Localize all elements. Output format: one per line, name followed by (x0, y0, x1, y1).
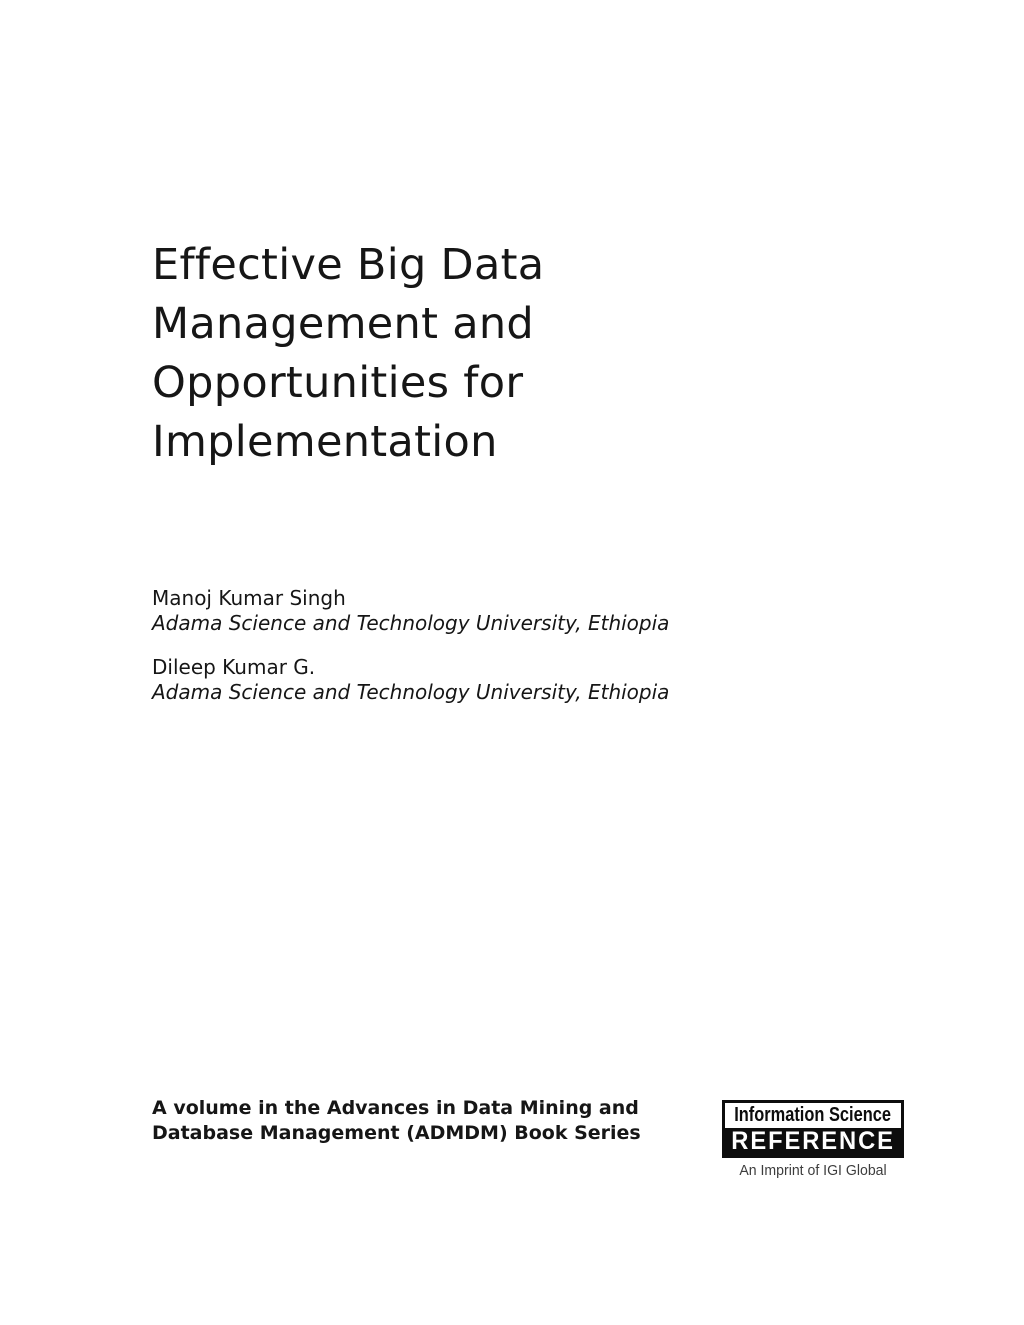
book-title-line-2: Management and (152, 299, 535, 349)
publisher-name-bottom: REFERENCE (731, 1128, 895, 1155)
publisher-tagline: An Imprint of IGI Global (739, 1162, 887, 1179)
publisher-logo-box (722, 1100, 904, 1158)
publisher-name-top: Information Science (734, 1104, 892, 1126)
author-1-name: Manoj Kumar Singh (152, 586, 346, 610)
author-2-name: Dileep Kumar G. (152, 655, 316, 679)
author-2 (152, 655, 669, 705)
publisher-logo-bottom-band (725, 1128, 901, 1155)
author-1 (152, 586, 669, 636)
author-2-affiliation: Adama Science and Technology University, Ethiopia (152, 680, 670, 704)
book-title (152, 236, 544, 472)
series-note-line-1: A volume in the Advances in Data Mining and (152, 1097, 639, 1119)
series-note (152, 1096, 641, 1146)
book-title-line-1: Effective Big Data (152, 240, 545, 290)
book-title-line-4: Implementation (152, 417, 498, 467)
publisher-logo-top-band (725, 1103, 901, 1128)
author-1-affiliation: Adama Science and Technology University, Ethiopia (152, 611, 670, 635)
book-title-line-3: Opportunities for (152, 358, 524, 408)
series-note-line-2: Database Management (ADMDM) Book Series (152, 1122, 641, 1144)
authors-block (152, 586, 669, 705)
publisher-logo (722, 1100, 904, 1179)
